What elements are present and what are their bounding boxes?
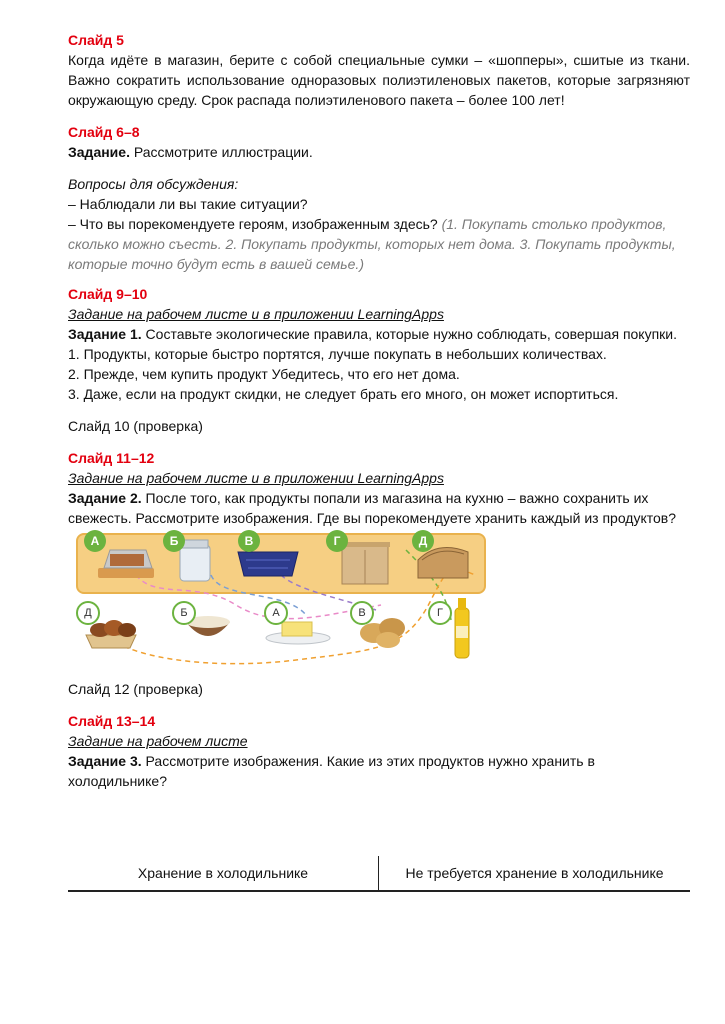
slide-11-subtitle: Задание на рабочем листе и в приложении LearningApps <box>68 470 444 486</box>
butter-icon <box>266 622 330 644</box>
rule-3: 3. Даже, если на продукт скидки, не следует брать его много, он может испортиться. <box>68 386 619 402</box>
butter-dish-icon <box>98 550 154 578</box>
slide-5-text: Когда идёте в магазин, берите с собой специальные сумки – «шопперы», сшитые из ткани. Важно сократить использование одноразовых полиэтиленовых пакетов, которые загрязняют окружающую среду. Срок распада полиэтиленового пакета – более 100 лет! <box>68 52 690 108</box>
task-text: Рассмотрите изображения. Какие из этих продуктов нужно хранить в холодильнике? <box>68 753 595 789</box>
task-label: Задание 3. <box>68 753 142 769</box>
table-header-no-fridge: Не требуется хранение в холодильнике <box>405 865 664 881</box>
top-badge-a: А <box>84 530 106 552</box>
slide-6-title: Слайд 6–8 <box>68 124 140 140</box>
crate-icon <box>238 552 298 576</box>
slide-11-title: Слайд 11–12 <box>68 450 155 466</box>
bottom-badge-d: Д <box>76 601 100 625</box>
slide-6-task <box>68 142 690 162</box>
glass-jar-icon <box>180 540 210 581</box>
oil-bottle-icon <box>455 598 469 658</box>
slide-9-title: Слайд 9–10 <box>68 286 148 302</box>
task-text: Рассмотрите иллюстрации. <box>129 144 313 160</box>
task-text: После того, как продукты попали из магазина на кухню – важно сохранить их свежесть. Рассмотрите изображения. Где вы порекомендуете хранить каждый из продуктов? <box>68 490 677 526</box>
table-header-fridge: Хранение в холодильнике <box>68 856 379 890</box>
bottom-badge-b: Б <box>172 601 196 625</box>
fridge-table <box>68 856 690 892</box>
question-2 <box>68 214 690 274</box>
slide-13-subtitle: Задание на рабочем листе <box>68 733 248 749</box>
rule-2: 2. Прежде, чем купить продукт Убедитесь, что его нет дома. <box>68 366 460 382</box>
slide-9-task <box>68 324 690 344</box>
task-label: Задание 2. <box>68 490 142 506</box>
bread-box-icon <box>418 548 468 579</box>
slide-9-subtitle: Задание на рабочем листе и в приложении LearningApps <box>68 306 444 322</box>
cabinet-icon <box>340 542 390 584</box>
document-page <box>68 30 690 791</box>
question-1: – Наблюдали ли вы такие ситуации? <box>68 196 308 212</box>
top-badge-d: Д <box>412 530 434 552</box>
questions-heading: Вопросы для обсуждения: <box>68 176 239 192</box>
bottom-badge-v: В <box>350 601 374 625</box>
storage-matching-figure <box>76 530 496 665</box>
top-badge-b: Б <box>163 530 185 552</box>
connector-line <box>211 575 306 615</box>
slide-13-title: Слайд 13–14 <box>68 713 156 729</box>
slide-10-check: Слайд 10 (проверка) <box>68 418 203 434</box>
question-2-text: – Что вы порекомендуете героям, изображенным здесь? <box>68 216 442 232</box>
bottom-badge-a: А <box>264 601 288 625</box>
slide-12-check: Слайд 12 (проверка) <box>68 681 203 697</box>
top-badge-g: Г <box>326 530 348 552</box>
top-badge-v: В <box>238 530 260 552</box>
rule-1: 1. Продукты, которые быстро портятся, лучше покупать в небольших количествах. <box>68 346 607 362</box>
question-2-answer: (1. Покупать столько продуктов, сколько можно съесть. 2. Покупать продукты, которых нет дома. 3. Покупать продукты, которые точно будут есть в вашей семье.) <box>68 216 676 272</box>
slide-5-title: Слайд 5 <box>68 32 124 48</box>
task-text: Составьте экологические правила, которые нужно соблюдать, совершая покупки. <box>141 326 678 342</box>
bread-basket-icon <box>86 620 136 648</box>
task-label: Задание 1. <box>68 326 142 342</box>
bottom-badge-g: Г <box>428 601 452 625</box>
task-label: Задание. <box>68 144 130 160</box>
slide-11-task <box>68 488 690 528</box>
figure-graphics <box>76 530 496 665</box>
slide-13-task <box>68 751 690 791</box>
